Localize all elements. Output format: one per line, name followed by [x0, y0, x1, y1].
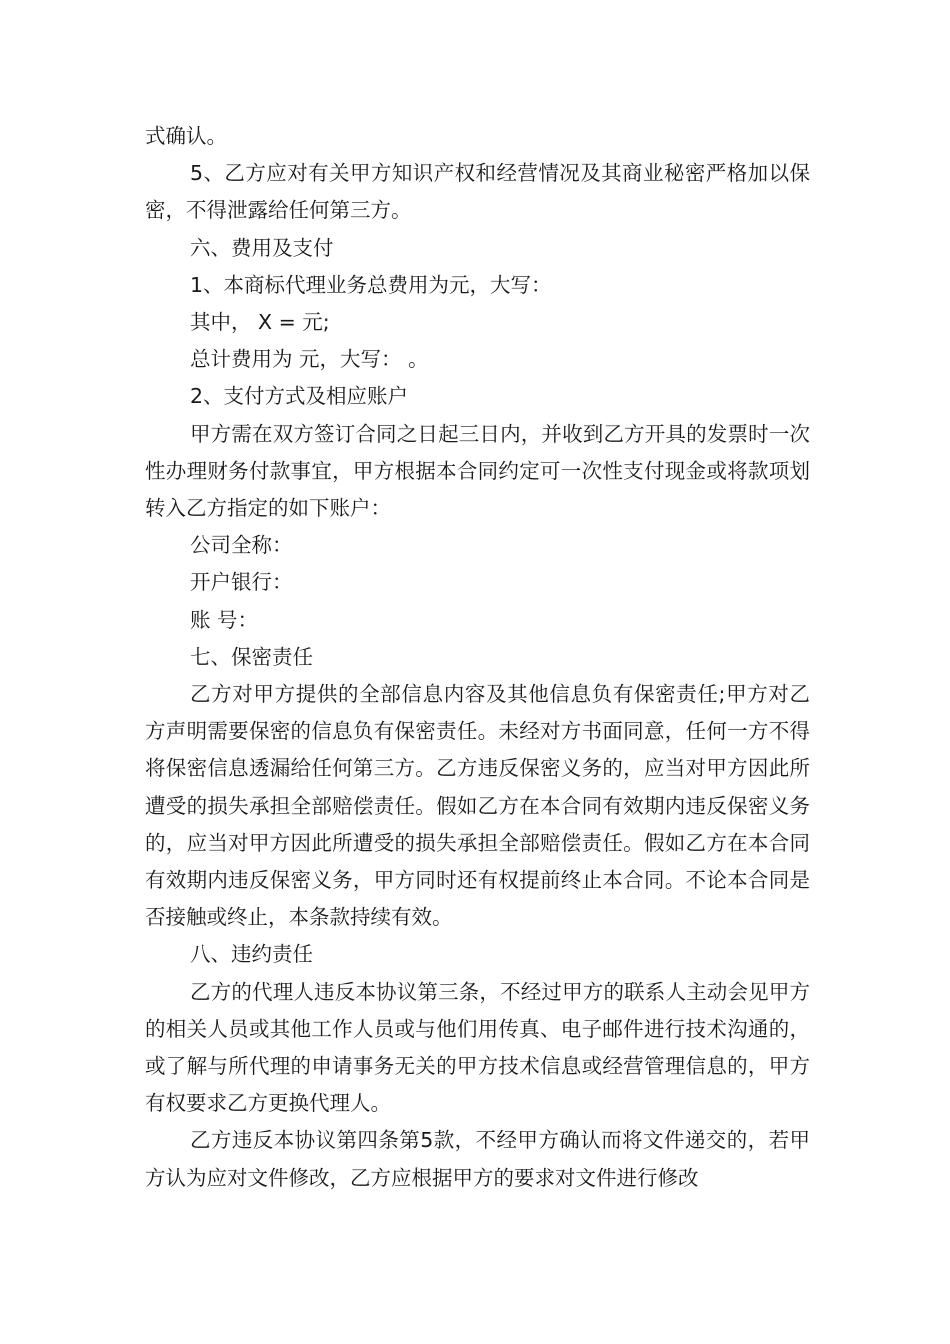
paragraph: 乙方违反本协议第四条第5款，不经甲方确认而将文件递交的，若甲方认为应对文件修改，乙方应根据甲方的要求对文件进行修改 [145, 1128, 810, 1190]
section-heading: 七、保密责任 [190, 644, 313, 669]
form-field-label: 开户银行： [190, 570, 293, 595]
form-field-label: 账 号： [190, 607, 259, 632]
paragraph: 其中， X = 元; [190, 310, 330, 335]
paragraph: 乙方对甲方提供的全部信息内容及其他信息负有保密责任;甲方对乙方声明需要保密的信息负有保密责任。未经对方书面同意，任何一方不得将保密信息透漏给任何第三方。乙方违反保密义务的，应当对甲方因此所遭受的损失承担全部赔偿责任。假如乙方在本合同有效期内违反保密义务的，应当对甲方因此所遭受的损失承担全部赔偿责任。假如乙方在本合同有效期内违反保密义务，甲方同时还有权提前终止本合同。不论本合同是否接触或终止，本条款持续有效。 [145, 682, 810, 930]
section-heading: 八、违约责任 [190, 942, 313, 967]
paragraph: 1、本商标代理业务总费用为元，大写： [190, 272, 552, 297]
paragraph: 式确认。 [145, 124, 227, 148]
paragraph: 甲方需在双方签订合同之日起三日内，并收到乙方开具的发票时一次性办理财务付款事宜，甲方根据本合同约定可一次性支付现金或将款项划转入乙方指定的如下账户： [145, 421, 810, 521]
paragraph: 5、乙方应对有关甲方知识产权和经营情况及其商业秘密严格加以保密，不得泄露给任何第三方。 [145, 161, 810, 223]
form-field-label: 公司全称： [190, 533, 293, 558]
section-heading: 六、费用及支付 [190, 235, 334, 260]
document-body [145, 118, 810, 1197]
paragraph: 总计费用为 元，大写： 。 [190, 347, 429, 372]
paragraph: 乙方的代理人违反本协议第三条，不经过甲方的联系人主动会见甲方的相关人员或其他工作人员或与他们用传真、电子邮件进行技术沟通的，或了解与所代理的申请事务无关的甲方技术信息或经营管理信息的，甲方有权要求乙方更换代理人。 [145, 979, 810, 1116]
paragraph: 2、支付方式及相应账户 [190, 384, 409, 409]
